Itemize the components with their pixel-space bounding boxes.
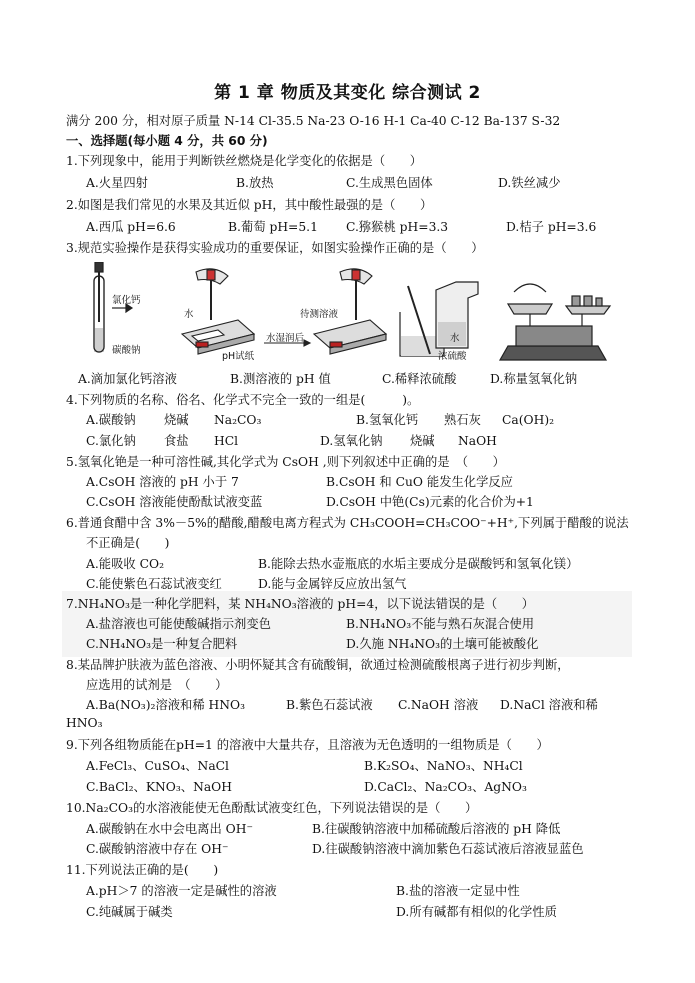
score-info: 满分 200 分，相对原子质量 N-14 Cl-35.5 Na-23 O-16 H-1 Ca-40 C-12 Ba-137 S-32 bbox=[66, 114, 561, 128]
question-8: 8.某品牌护肤液为蓝色溶液、小明怀疑其含有硫酸铜，欲通过检测硫酸根离子进行初步判断， bbox=[66, 658, 570, 672]
q2-option-a: A.西瓜 pH=6.6 bbox=[86, 220, 176, 234]
q4-a-name: A.碳酸钠 bbox=[86, 413, 136, 427]
q1-option-d: D.铁丝减少 bbox=[498, 176, 561, 190]
question-11: 11.下列说法正确的是( ) bbox=[66, 863, 219, 877]
q4-b-common: 熟石灰 bbox=[444, 413, 481, 427]
q4-d-name: D.氢氧化钠 bbox=[320, 434, 383, 448]
q11-option-a: A.pH＞7 的溶液一定是碱性的溶液 bbox=[86, 884, 277, 898]
q8-option-b: B.紫色石蕊试液 bbox=[286, 698, 373, 712]
question-7: 7.NH₄NO₃是一种化学肥料，某 NH₄NO₃溶液的 pH=4，以下说法错误的是（ ） bbox=[66, 597, 535, 611]
label-calcium-chloride: 氯化钙 bbox=[112, 295, 141, 306]
label-ph-paper: pH试纸 bbox=[222, 351, 255, 362]
figure-c bbox=[400, 282, 478, 356]
q3-option-d: D.称量氢氧化钠 bbox=[490, 372, 578, 386]
q11-option-c: C.纯碱属于碱类 bbox=[86, 905, 173, 919]
label-sodium-carbonate: 碳酸钠 bbox=[112, 345, 141, 356]
q6-option-d: D.能与金属锌反应放出氢气 bbox=[258, 577, 407, 591]
q8-option-d: D.NaCl 溶液和稀 bbox=[500, 698, 598, 712]
q1-option-b: B.放热 bbox=[236, 176, 274, 190]
q9-option-b: B.K₂SO₄、NaNO₃、NH₄Cl bbox=[364, 759, 523, 773]
q6-option-c: C.能使紫色石蕊试液变红 bbox=[86, 577, 222, 591]
question-4: 4.下列物质的名称、俗名、化学式不完全一致的一组是( )。 bbox=[66, 393, 420, 407]
q2-option-d: D.桔子 pH=3.6 bbox=[506, 220, 597, 234]
q10-option-a: A.碳酸钠在水中会电离出 OH⁻ bbox=[86, 822, 253, 836]
q5-option-c: C.CsOH 溶液能使酚酞试液变蓝 bbox=[86, 495, 263, 509]
figure-d bbox=[500, 284, 610, 360]
q6-option-a: A.能吸收 CO₂ bbox=[86, 557, 165, 571]
q10-option-d: D.往碳酸钠溶液中滴加紫色石蕊试液后溶液显蓝色 bbox=[312, 842, 584, 856]
q4-a-formula: Na₂CO₃ bbox=[214, 413, 262, 427]
q4-c-common: 食盐 bbox=[164, 434, 189, 448]
label-test-solution: 待测溶液 bbox=[300, 309, 339, 320]
question-1: 1.下列现象中，能用于判断铁丝燃烧是化学变化的依据是（ ） bbox=[66, 154, 423, 168]
q10-option-b: B.往碳酸钠溶液中加稀硫酸后溶液的 pH 降低 bbox=[312, 822, 561, 836]
q4-b-name: B.氢氧化钙 bbox=[356, 413, 419, 427]
question-8-cont: 应选用的试剂是 （ ） bbox=[86, 678, 228, 692]
label-conc-sulfuric-acid: 浓硫酸 bbox=[438, 351, 467, 362]
q3-option-b: B.测溶液的 pH 值 bbox=[230, 372, 331, 386]
q7-option-c: C.NH₄NO₃是一种复合肥料 bbox=[86, 637, 238, 651]
question-3: 3.规范实验操作是获得实验成功的重要保证，如图实验操作正确的是（ ） bbox=[66, 241, 484, 255]
q9-option-c: C.BaCl₂、KNO₃、NaOH bbox=[86, 780, 232, 794]
q7-option-b: B.NH₄NO₃不能与熟石灰混合使用 bbox=[346, 617, 535, 631]
q1-option-c: C.生成黑色固体 bbox=[346, 176, 433, 190]
q5-option-a: A.CsOH 溶液的 pH 小于 7 bbox=[86, 475, 239, 489]
q4-d-common: 烧碱 bbox=[410, 434, 435, 448]
q2-option-b: B.葡萄 pH=5.1 bbox=[228, 220, 318, 234]
q4-c-formula: HCl bbox=[214, 434, 239, 448]
q1-option-a: A.火星四射 bbox=[86, 176, 148, 190]
q8-option-a: A.Ba(NO₃)₂溶液和稀 HNO₃ bbox=[86, 698, 246, 712]
figure-a bbox=[94, 262, 132, 352]
q9-option-d: D.CaCl₂、Na₂CO₃、AgNO₃ bbox=[364, 780, 527, 794]
q5-option-b: B.CsOH 和 CuO 能发生化学反应 bbox=[326, 475, 513, 489]
page-title: 第 1 章 物质及其变化 综合测试 2 bbox=[214, 83, 481, 103]
q11-option-d: D.所有碱都有相似的化学性质 bbox=[396, 905, 557, 919]
label-water-b: 水 bbox=[184, 309, 194, 320]
q4-b-formula: Ca(OH)₂ bbox=[502, 413, 555, 427]
lab-operations-illustration bbox=[78, 262, 618, 370]
question-6: 6.普通食醋中含 3%－5%的醋酸,醋酸电离方程式为 CH₃COOH=CH₃COO⁻+H⁺,下列属于醋酸的说法 bbox=[66, 516, 629, 530]
label-water-c: 水 bbox=[450, 333, 460, 344]
q7-option-d: D.久施 NH₄NO₃的土壤可能被酸化 bbox=[346, 637, 539, 651]
q11-option-b: B.盐的溶液一定显中性 bbox=[396, 884, 520, 898]
q8-option-d-cont: HNO₃ bbox=[66, 716, 103, 730]
q6-option-b: B.能除去热水壶瓶底的水垢主要成分是碳酸钙和氢氧化镁） bbox=[258, 557, 579, 571]
q4-c-name: C.氯化钠 bbox=[86, 434, 136, 448]
section-heading: 一、选择题(每小题 4 分，共 60 分) bbox=[66, 134, 268, 148]
q3-option-c: C.稀释浓硫酸 bbox=[382, 372, 457, 386]
q7-option-a: A.盐溶液也可能使酸碱指示剂变色 bbox=[86, 617, 271, 631]
q3-figures bbox=[78, 262, 618, 370]
question-9: 9.下列各组物质能在pH=1 的溶液中大量共存，且溶液为无色透明的一组物质是（ ） bbox=[66, 738, 549, 752]
q10-option-c: C.碳酸钠溶液中存在 OH⁻ bbox=[86, 842, 229, 856]
question-10: 10.Na₂CO₃的水溶液能使无色酚酞试液变红色，下列说法错误的是（ ） bbox=[66, 801, 478, 815]
q4-a-common: 烧碱 bbox=[164, 413, 189, 427]
question-6-cont: 不正确是( ) bbox=[86, 536, 170, 550]
label-after-wetting: 水湿润后 bbox=[266, 333, 305, 344]
q2-option-c: C.猕猴桃 pH=3.3 bbox=[346, 220, 449, 234]
question-5: 5.氢氧化铯是一种可溶性碱,其化学式为 CsOH ,则下列叙述中正确的是 （ ） bbox=[66, 455, 505, 469]
q3-option-a: A.滴加氯化钙溶液 bbox=[78, 372, 177, 386]
q8-option-c: C.NaOH 溶液 bbox=[398, 698, 479, 712]
q9-option-a: A.FeCl₃、CuSO₄、NaCl bbox=[86, 759, 229, 773]
q5-option-d: D.CsOH 中铯(Cs)元素的化合价为+1 bbox=[326, 495, 534, 509]
q4-d-formula: NaOH bbox=[458, 434, 497, 448]
question-2: 2.如图是我们常见的水果及其近似 pH，其中酸性最强的是（ ） bbox=[66, 198, 433, 212]
